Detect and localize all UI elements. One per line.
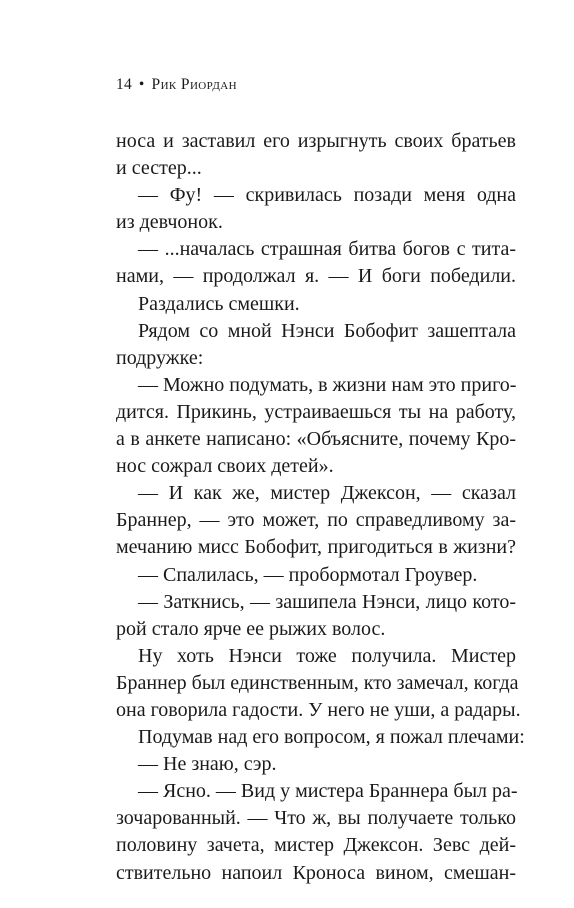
text-line: мечанию мисс Бобофит, пригодиться в жизни? <box>116 536 516 559</box>
text-line: Ну хоть Нэнси тоже получила. Мистер <box>138 644 516 667</box>
text-line: зочарованный. — Что ж, вы получаете только <box>116 807 516 830</box>
text-line: из девчонок. <box>116 211 223 234</box>
text-line: нами, — продолжал я. — И боги победили. <box>116 265 516 288</box>
text-line: нос сожрал своих детей». <box>116 455 334 478</box>
text-line: Рядом со мной Нэнси Бобофит зашептала <box>138 319 516 342</box>
running-head <box>116 76 237 94</box>
text-line: носа и заставил его изрыгнуть своих братьев <box>116 130 516 152</box>
text-line: и сестер... <box>116 157 202 180</box>
text-line: Раздались смешки. <box>138 292 300 315</box>
text-line: — Можно подумать, в жизни нам это приго- <box>138 373 517 396</box>
text-line: Браннер был единственным, кто замечал, когда <box>116 671 519 694</box>
text-line: подружке: <box>116 346 204 369</box>
page-number: 14 <box>116 76 132 93</box>
text-line: — ...началась страшная битва богов с тита- <box>138 238 516 261</box>
text-line: половину зачета, мистер Джексон. Зевс дей- <box>116 834 516 857</box>
text-line: — Не знаю, сэр. <box>138 753 277 776</box>
text-line: она говорила гадости. У него не уши, а радары. <box>116 698 521 721</box>
text-line: — Заткнись, — зашипела Нэнси, лицо кото- <box>138 590 516 613</box>
text-line: Подумав над его вопросом, я пожал плечами: <box>138 726 525 749</box>
text-line: — Спалилась, — пробормотал Гроувер. <box>138 563 478 586</box>
text-line: а в анкете написано: «Объясните, почему Кро- <box>116 428 516 451</box>
body-text <box>116 128 525 887</box>
text-line: — Ясно. — Вид у мистера Браннера был ра- <box>138 780 518 803</box>
text-line: рой стало ярче ее рыжих волос. <box>116 617 386 640</box>
author-name: Рик Риордан <box>151 76 237 93</box>
text-line: дится. Прикинь, устраиваешься ты на работу, <box>116 400 516 423</box>
running-head-separator: • <box>138 76 145 93</box>
text-line: — Фу! — скривилась позади меня одна <box>138 184 516 207</box>
text-line: — И как же, мистер Джексон, — сказал <box>138 482 516 505</box>
text-line: Браннер, — это может, по справедливому за- <box>116 509 516 532</box>
text-line: ствительно напоил Кроноса вином, смешан- <box>116 861 516 884</box>
